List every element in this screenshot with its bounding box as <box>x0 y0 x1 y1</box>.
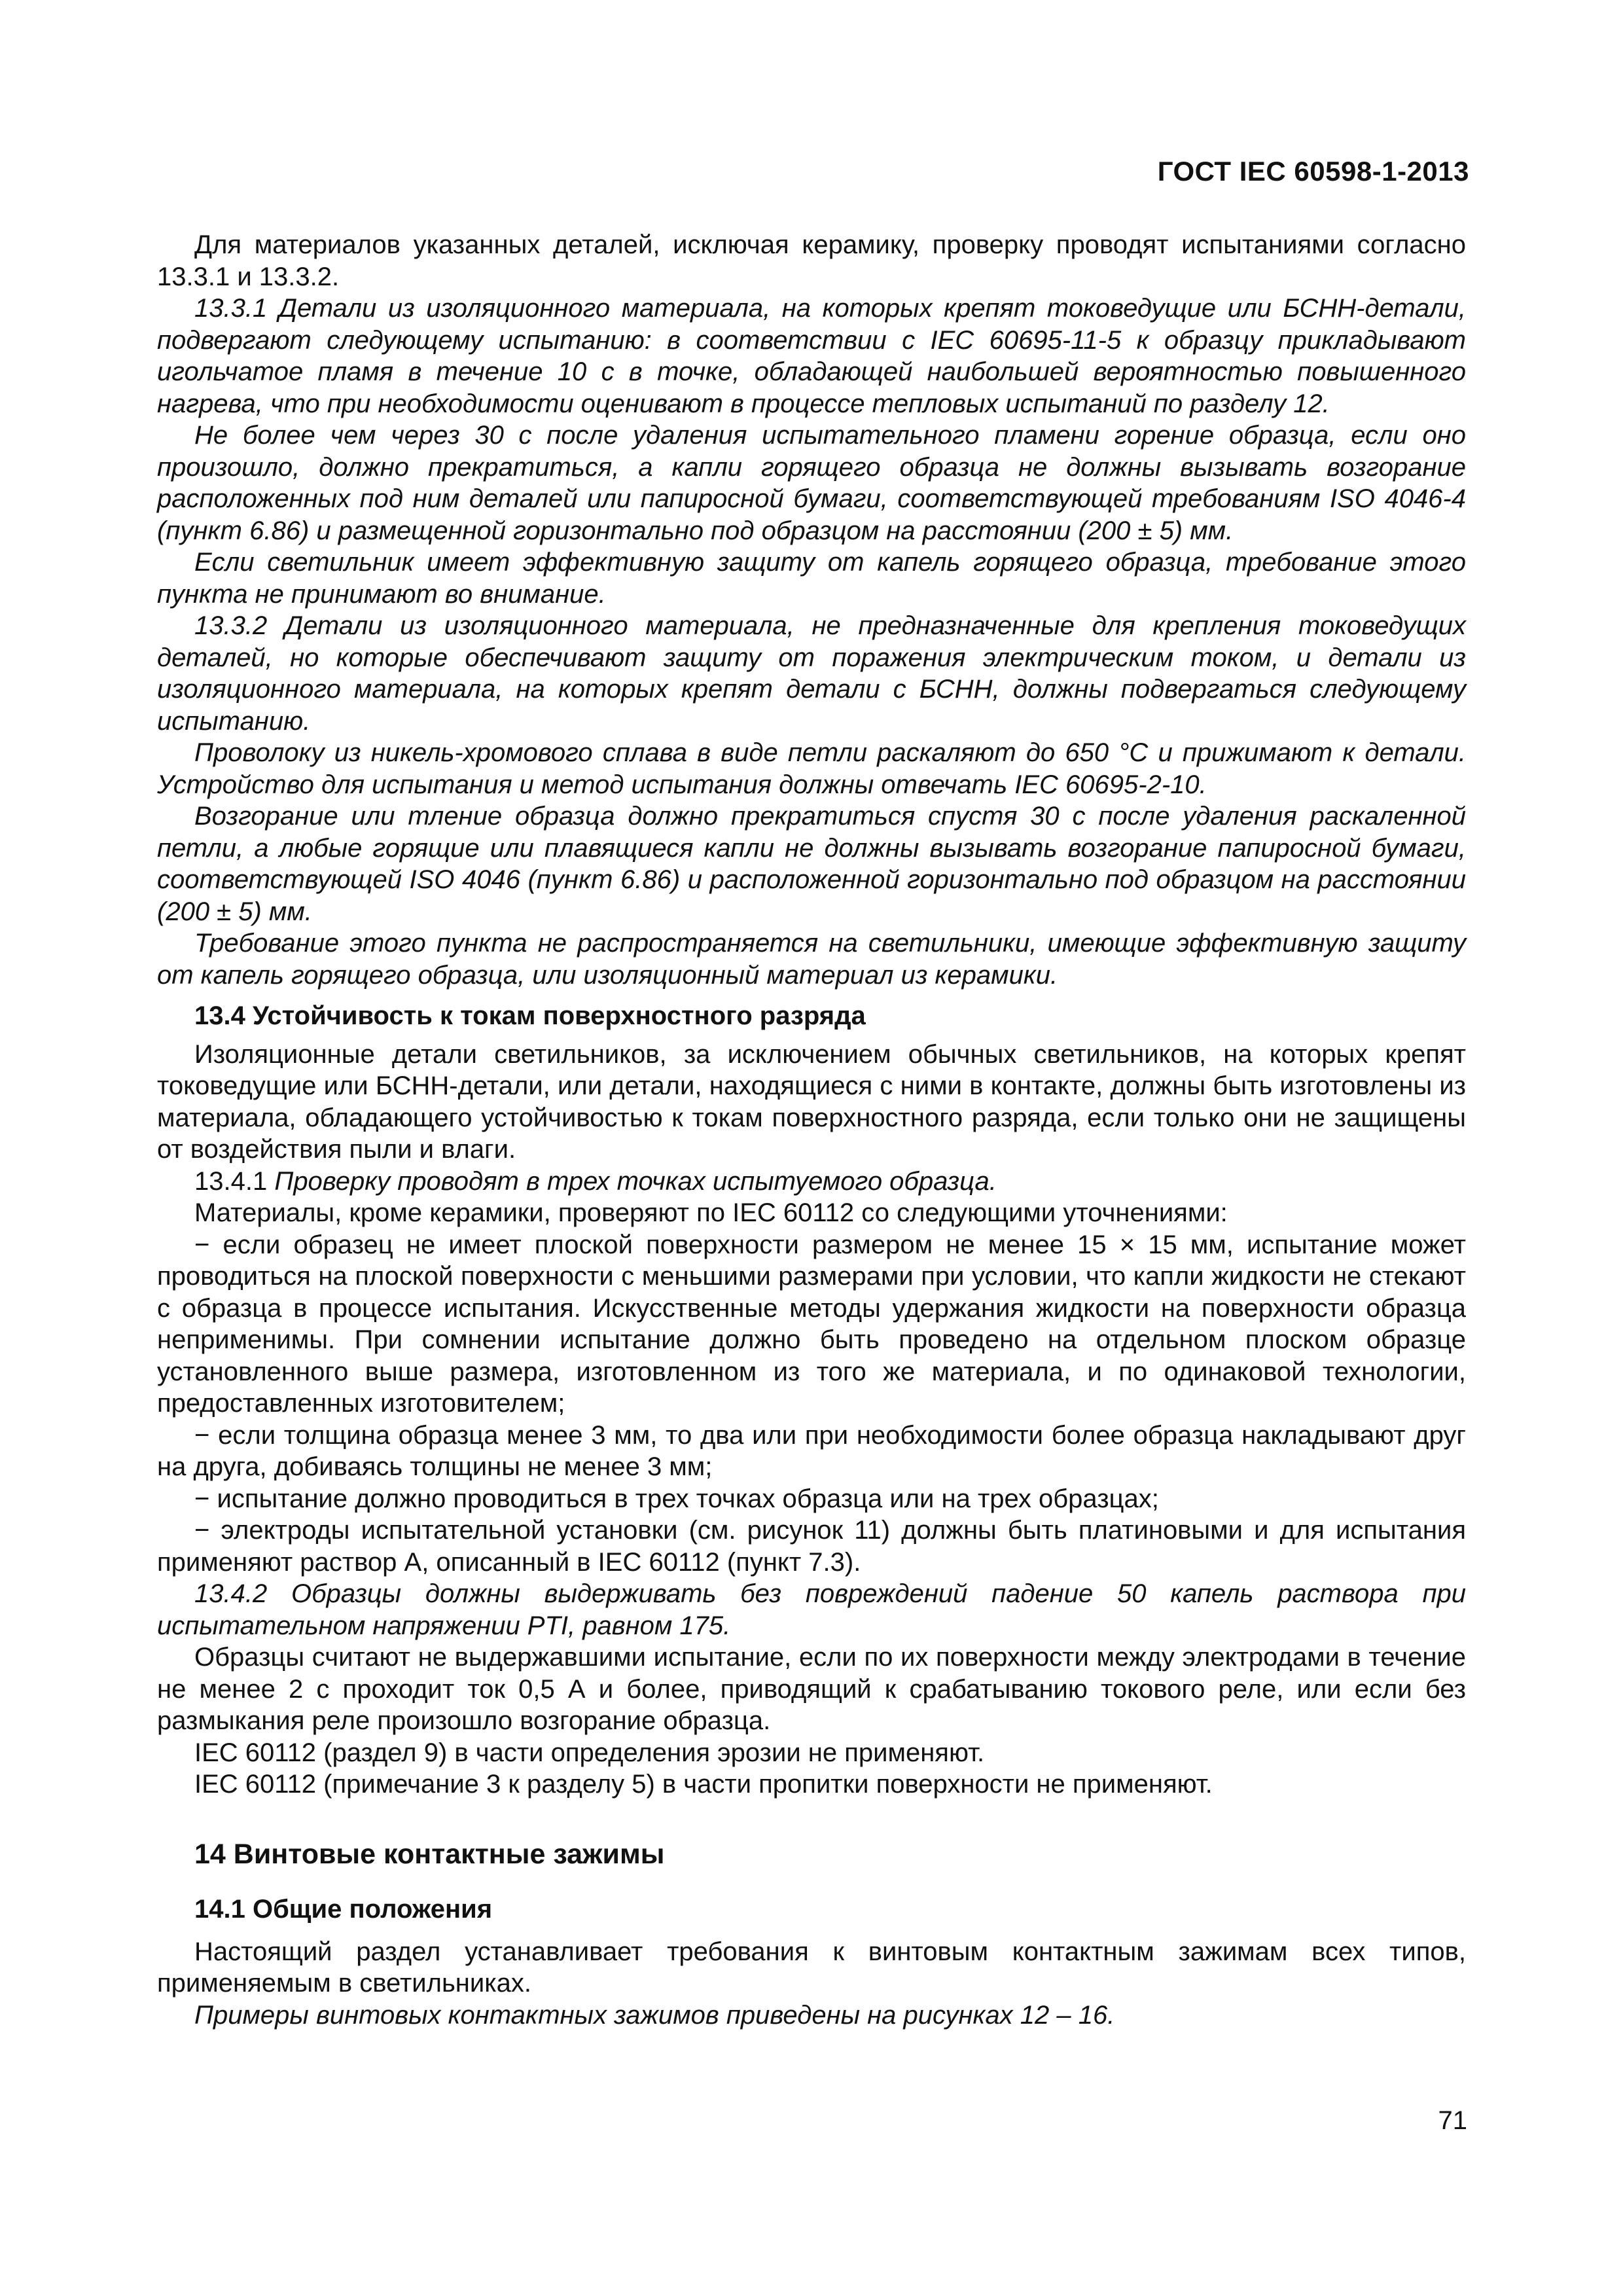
paragraph-13-4-2-impregnation: IEC 60112 (примечание 3 к разделу 5) в части пропитки поверхности не применяют. <box>194 1770 1213 1799</box>
list-item-3: − испытание должно проводиться в трех точках образца или на трех образцах; <box>194 1484 1159 1513</box>
heading-13-4: 13.4 Устойчивость к токам поверхностного разряда <box>194 1001 866 1030</box>
paragraph-13-3-2-wire: Проволоку из никель-хромового сплава в виде петли раскаляют до 650 °С и прижимают к детали. Устройство для испытания и метод испытания должны отвечать IEC 60695-2-10. <box>157 738 1466 799</box>
paragraph-13-4-2-erosion: IEC 60112 (раздел 9) в части определения эрозии не применяют. <box>194 1738 985 1767</box>
paragraph-13-4-2-failure: Образцы считают не выдержавшими испытание, если по их поверхности между электродами в течение не менее 2 с проходит ток 0,5 А и более, приводящий к срабатыванию токового реле, или если без размыкания реле произошло возгорание образца. <box>157 1643 1466 1735</box>
list-item-4: − электроды испытательной установки (см. рисунок 11) должны быть платиновыми и для испытания применяют раствор А, описанный в IEC 60112 (пункт 7.3). <box>157 1516 1466 1577</box>
paragraph-13-4-1 <box>157 1166 1466 1198</box>
list-item-1: − если образец не имеет плоской поверхности размером не менее 15 × 15 мм, испытание может проводиться на плоской поверхности с меньшими размерами при условии, что капли жидкости не стекают с образца в процессе испытания. Искусственные методы удержания жидкости на поверхности образца неприменимы. При сомнении испытание должно быть проведено на отдельном плоском образце установленного выше размера, изготовленном из того же материала, и по одинаковой технологии, предоставленных изготовителем; <box>157 1230 1466 1418</box>
paragraph-13-3-1-note: Если светильник имеет эффективную защиту от капель горящего образца, требование этого пункта не принимают во внимание. <box>157 548 1466 609</box>
paragraph-13-3-1-flame: Не более чем через 30 с после удаления испытательного пламени горение образца, если оно произошло, должно прекратиться, а капли горящего образца не должны вызывать возгорание расположенных под ним деталей или папиросной бумаги, соответствующей требованиям ISO 4046-4 (пункт 6.86) и размещенной горизонтально под образцом на расстоянии (200 ± 5) мм. <box>157 421 1466 545</box>
paragraph-intro: Для материалов указанных деталей, исключая керамику, проверку проводят испытаниями согласно 13.3.1 и 13.3.2. <box>157 230 1466 291</box>
list-item-2: − если толщина образца менее 3 мм, то два или при необходимости более образца накладывают друг на друга, добиваясь толщины не менее 3 мм; <box>157 1420 1466 1481</box>
paragraph-13-3-2-ignition: Возгорание или тление образца должно прекратиться спустя 30 с после удаления раскаленной петли, а любые горящие или плавящиеся капли не должны вызывать возгорание папиросной бумаги, соответствующей ISO 4046 (пункт 6.86) и расположенной горизонтально под образцом на расстоянии (200 ± 5) мм. <box>157 802 1466 926</box>
paragraph-13-3-2-note: Требование этого пункта не распространяется на светильники, имеющие эффективную защиту от капель горящего образца, или изоляционный материал из керамики. <box>157 929 1466 990</box>
paragraph-13-3-2: 13.3.2 Детали из изоляционного материала, не предназначенные для крепления токоведущих деталей, но которые обеспечивают защиту от поражения электрическим током, и детали из изоляционного материала, на которых крепят детали с БСНН, должны подвергаться следующему испытанию. <box>157 611 1466 736</box>
clause-number-13-4-1: 13.4.1 <box>194 1166 275 1196</box>
paragraph-13-3-1: 13.3.1 Детали из изоляционного материала, на которых крепят токоведущие или БСНН-детали, подвергают следующему испытанию: в соответствии с IEC 60695-11-5 к образцу прикладывают игольчатое пламя в течение 10 с в точке, обладающей наибольшей вероятностью повышенного нагрева, что при необходимости оценивают в процессе тепловых испытаний по разделу 12. <box>157 294 1466 418</box>
document-header-id: ГОСТ IEC 60598-1-2013 <box>1157 156 1469 187</box>
paragraph-13-4-1-materials: Материалы, кроме керамики, проверяют по IEC 60112 со следующими уточнениями: <box>194 1198 1228 1227</box>
heading-14-1: 14.1 Общие положения <box>194 1895 493 1924</box>
document-body <box>157 229 1466 2031</box>
paragraph-13-4-2: 13.4.2 Образцы должны выдерживать без повреждений падение 50 капель раствора при испытательном напряжении PTI, равном 175. <box>157 1579 1466 1640</box>
page-number: 71 <box>1438 2106 1467 2135</box>
heading-14: 14 Винтовые контактные зажимы <box>194 1838 665 1870</box>
paragraph-13-4: Изоляционные детали светильников, за исключением обычных светильников, на которых крепят токоведущие или БСНН-детали, или детали, находящиеся с ними в контакте, должны быть изготовлены из материала, обладающего устойчивостью к токам поверхностного разряда, если только они не защищены от воздействия пыли и влаги. <box>157 1039 1466 1164</box>
clause-text-13-4-1: Проверку проводят в трех точках испытуемого образца. <box>274 1166 997 1196</box>
paragraph-14-1-examples: Примеры винтовых контактных зажимов приведены на рисунках 12 – 16. <box>194 2000 1115 2030</box>
paragraph-14-1: Настоящий раздел устанавливает требования к винтовым контактным зажимам всех типов, применяемым в светильниках. <box>157 1937 1466 1998</box>
